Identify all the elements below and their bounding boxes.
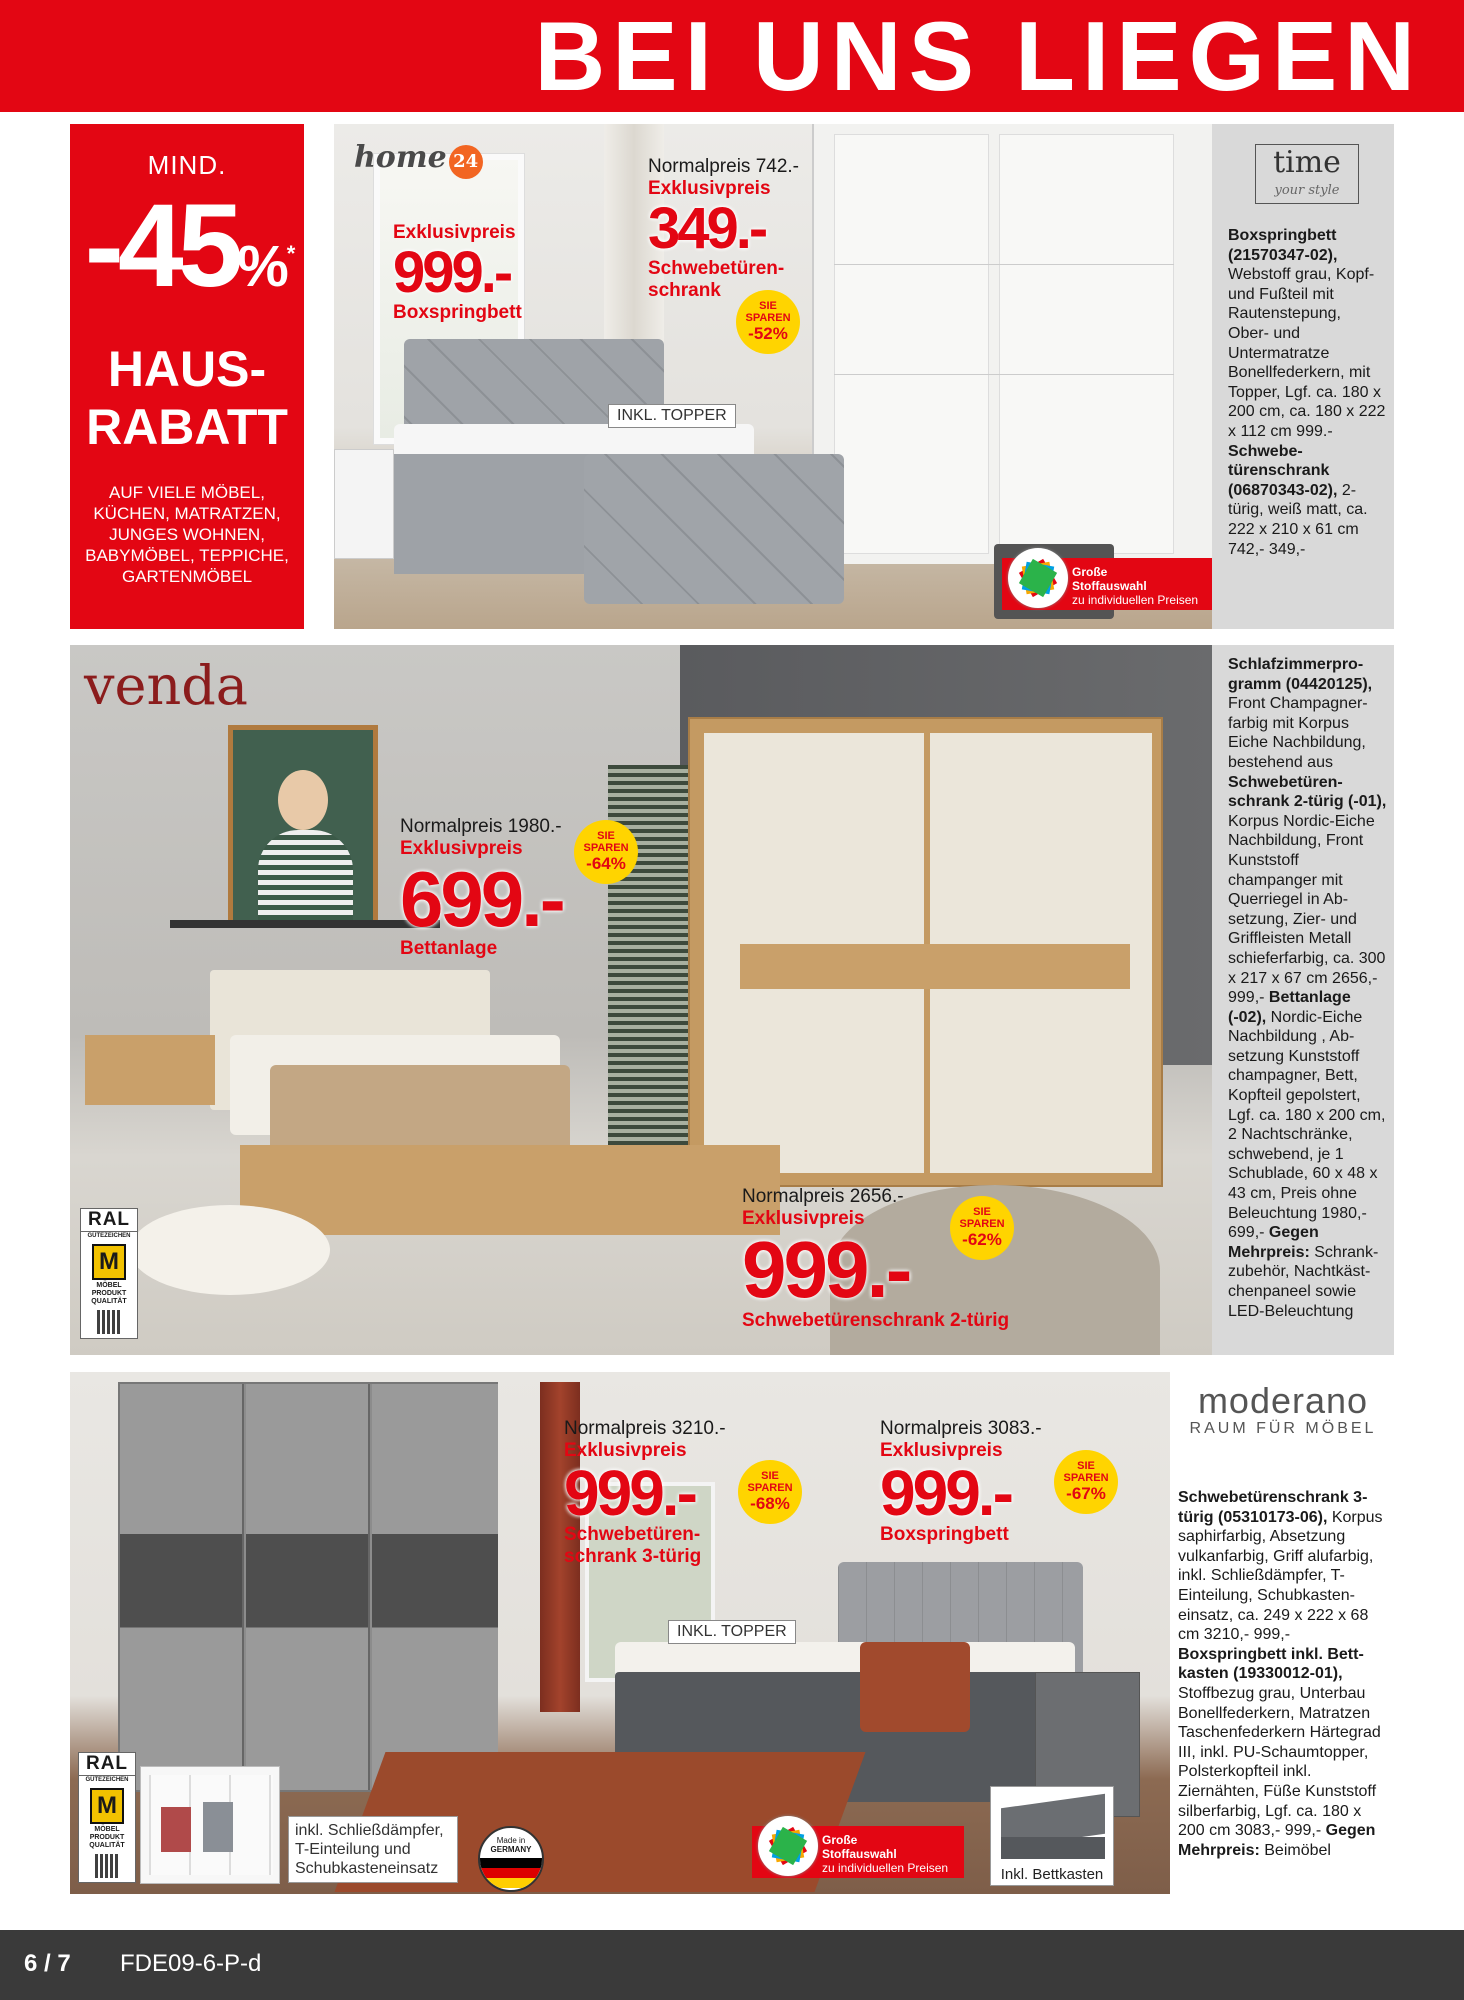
ral-small: GÜTEZEICHEN [87,1233,131,1239]
wardrobe-graphic [688,717,1163,1187]
wardrobe-price-block-3 [564,1418,726,1568]
promo-rabatt-line2: RABATT [86,399,288,455]
savings-percent: -68% [750,1494,790,1513]
ral-q3: QUALITÄT [89,1842,125,1849]
nightstand-graphic [334,449,394,559]
wardrobe-price-name-line2: schrank [648,280,721,301]
wardrobe-graphic [118,1382,498,1792]
wardrobe-price-value: 999.- [564,1457,695,1529]
promo-percent-sign: % [237,234,287,299]
venda-logo: venda [84,654,249,717]
exclusive-price-label: Exklusivpreis [400,838,523,859]
wardrobe-price-name-line2: schrank 3-türig [564,1546,702,1567]
fabric-choice-badge-1 [1002,558,1212,610]
desc-bold: Boxspringbett (21570347-02), [1228,227,1338,264]
savings-badge-3 [950,1196,1014,1260]
ral-text: RAL [81,1209,137,1232]
home24-logo [354,140,483,179]
savings-badge-2 [574,820,638,884]
catalog-code: FDE09-6-P-d [120,1950,262,1977]
savings-line1: SIE [973,1206,991,1218]
savings-badge-5 [1054,1450,1118,1514]
desc-bold: Gegen Mehrpreis: [1178,1822,1376,1859]
normal-price: Normalpreis 742.- [648,156,799,177]
bed-price-name: Bettanlage [400,938,498,959]
wall-art-graphic [228,725,378,925]
fabric-line2: Stoffauswahl [1072,579,1147,593]
ral-m-icon: M [92,1244,126,1280]
savings-percent: -67% [1066,1484,1106,1503]
bed-price-value: 699.- [400,855,563,943]
fabric-line2: Stoffauswahl [822,1847,897,1861]
fabric-fan-icon [758,1816,818,1876]
wardrobe-price-value: 999.- [742,1225,910,1314]
desc-text: Beimöbel [1259,1841,1331,1859]
promo-percent-value: -45 [84,180,238,312]
desc-paragraph [1178,1488,1388,1860]
savings-line2: SPAREN [745,312,791,324]
normal-price: Normalpreis 3210.- [564,1418,726,1439]
ral-q1: MÖBEL [96,1282,122,1289]
bed-price-name: Boxspringbett [393,302,522,323]
fabric-line3: zu individuellen Preisen [1072,593,1199,607]
desc-text: Korpus saphirfarbig, Absetzung vulkanfarbig, Griff alufarbig, inkl. Schließdämpfer, T-Einteilung, Schubkasteneinsatz, ca. 249 x 222 x 68 cm 3210,- 999,- [1178,1508,1383,1644]
bed-price-value: 999.- [393,240,511,305]
desc-text: Schrankzubehör, Nachtkästchenpaneel sowie LED-Beleuchtung [1228,1243,1379,1320]
header-bar [0,0,1464,112]
bedroom-photo-2 [70,645,1212,1355]
promo-subtext: AUF VIELE MÖBEL, KÜCHEN, MATRATZEN, JUNGES WOHNEN, BABYMÖBEL, TEPPICHE, GARTENMÖBEL [85,483,289,586]
ral-quality-seal-2 [78,1752,136,1883]
normal-price: Normalpreis 3083.- [880,1418,1042,1439]
exclusive-price-label: Exklusivpreis [648,178,771,199]
fabric-line1: Große [822,1833,858,1847]
fabric-fan-icon [1008,548,1068,608]
savings-line2: SPAREN [747,1482,793,1494]
savings-line1: SIE [597,830,615,842]
ral-small: GÜTEZEICHEN [85,1777,129,1783]
promo-mind: MIND. [147,150,227,180]
topper-tag-1: INKL. TOPPER [608,404,736,428]
product-info-column-3 [1170,1372,1394,1894]
bed-price-block-1 [393,222,522,324]
savings-line2: SPAREN [959,1218,1005,1230]
desc-bold: Schlafzimmerprogramm (04420125), [1228,656,1373,693]
germany-text: GERMANY [490,1845,532,1854]
desc-bold: Schwebetürenschrank 3-türig (05310173-06), [1178,1489,1368,1526]
ral-q1: MÖBEL [94,1826,120,1833]
normal-price: Normalpreis 1980.- [400,816,562,837]
savings-percent: -62% [962,1230,1002,1249]
fabric-choice-badge-2 [752,1826,964,1878]
wardrobe-price-name-line1: Schwebetüren- [648,258,785,279]
desc-bold: Gegen Mehrpreis: [1228,1224,1319,1261]
wardrobe-interior-thumbnail [140,1766,280,1884]
desc-paragraph [1228,655,1388,1321]
savings-line1: SIE [759,300,777,312]
qr-code-icon [95,1854,119,1878]
footer-bar [0,1930,1464,2000]
discount-promo-box [70,124,304,629]
desc-text: 2-türig, weiß matt, ca. 222 x 210 x 61 cm 742,- 349,- [1228,481,1368,558]
bettkasten-label: Inkl. Bettkasten [1000,1866,1104,1883]
savings-line1: SIE [761,1470,779,1482]
ral-quality-seal-1 [80,1208,138,1339]
ral-m-icon: M [90,1788,124,1824]
normal-price: Normalpreis 2656.- [742,1186,904,1207]
savings-percent: -52% [748,324,788,343]
page-headline: BEI UNS LIEGEN [534,1,1422,111]
desc-bold: Schwebetürenschrank (06870343-02), [1228,442,1338,499]
features-box [288,1816,458,1883]
exclusive-price-label: Exklusivpreis [880,1440,1003,1461]
savings-percent: -64% [586,854,626,873]
features-line2: T-Einteilung und [295,1841,411,1858]
ral-q3: QUALITÄT [91,1298,127,1305]
desc-bold: Boxspringbett inkl. Bettkasten (19330012-01), [1178,1645,1364,1683]
features-line1: inkl. Schließdämpfer, [295,1822,444,1839]
savings-badge-1 [736,290,800,354]
product-info-column-2 [1212,645,1394,1355]
savings-badge-4 [738,1460,802,1524]
bettkasten-thumbnail [990,1786,1114,1886]
made-in-germany-badge [478,1826,544,1892]
wardrobe-price-name: Schwebetürenschrank 2-türig [742,1310,1010,1331]
made-in-text: Made in [496,1836,526,1845]
moderano-logo-text: moderano [1197,1380,1369,1421]
page-number: 6 / 7 [24,1950,71,1977]
product-info-column-1 [1212,124,1394,629]
desc-text: Webstoff grau, Kopf- und Fußteil mit Rautenstepung, Ober- und Untermatratze Bonellfederkern, mit Topper, Lgf. ca. 180 x 200 cm, ca. 180 x 222 x 112 cm 999.- [1228,266,1386,440]
desc-text: Front Champagnerfarbig mit Korpus Eiche Nachbildung, bestehend aus [1228,695,1368,771]
desc-text: Nordic-Eiche Nachbildung , Absetzung Kunststoff champagner, Bett, Kopfteil gepolstert, Lgf. ca. 180 x 200 cm, 2 Nachtschränke, schwebend, je 1 Schublade, 60 x 48 x 43 cm, Preis ohne Beleuchtung 1980,- 699,- [1228,1008,1386,1242]
desc-bold: Bettanlage (-02), [1228,989,1351,1026]
ral-q2: PRODUKT [89,1834,125,1841]
time-logo-text: time [1273,145,1341,180]
wardrobe-price-block-1 [648,156,799,302]
wardrobe-graphic [812,124,1212,564]
home24-logo-badge: 24 [449,145,483,179]
bed-price-block-2 [400,816,563,960]
promo-percent [70,180,304,327]
savings-line2: SPAREN [1063,1472,1109,1484]
topper-tag-2: INKL. TOPPER [668,1620,796,1644]
exclusive-price-label: Exklusivpreis [742,1208,865,1229]
time-logo [1255,144,1359,204]
exclusive-price-label: Exklusivpreis [393,222,516,243]
desc-bold: Schwebetürenschrank 2-türig (-01), [1228,773,1387,811]
bed-price-value: 999.- [880,1457,1011,1529]
promo-rabatt-line1: HAUS- [107,341,267,397]
bed-price-name: Boxspringbett [880,1524,1009,1545]
moderano-logo-sub: RAUM FÜR MÖBEL [1189,1420,1377,1437]
time-logo-sub: your style [1274,183,1340,198]
fabric-line3: zu individuellen Preisen [822,1861,949,1875]
features-line3: Schubkasteneinsatz [295,1860,439,1877]
qr-code-icon [97,1310,121,1334]
wardrobe-price-value: 349.- [648,196,766,261]
wardrobe-price-name-line1: Schwebetüren- [564,1524,701,1545]
desc-text: Korpus Nordic-Eiche Nachbildung, Front Kunststoff champanger mit Querriegel in Absetzung, Zier- und Griffleisten Metall schieferfarbig, ca. 300 x 217 x 67 cm 2656,- 999,- [1228,812,1386,1007]
promo-rabatt [70,340,304,456]
exclusive-price-label: Exklusivpreis [564,1440,687,1461]
fabric-line1: Große [1072,565,1108,579]
promo-asterisk: * [286,241,290,266]
savings-line2: SPAREN [583,842,629,854]
ral-text: RAL [79,1753,135,1776]
home24-logo-text: home [354,140,447,175]
desc-text: Stoffbezug grau, Unterbau Bonellfederkern, Matratzen Taschenfederkern Härtegrad III, inkl. PU-Schaumtopper, Polsterkopfteil inkl. Ziernähten, Füße Kunststoff silberfarbig, Lgf. ca. 180 x 200 cm 3083,- 999,- [1178,1684,1381,1840]
ral-q2: PRODUKT [91,1290,127,1297]
savings-line1: SIE [1077,1460,1095,1472]
bed-price-block-3 [880,1418,1042,1546]
desc-paragraph [1228,226,1386,559]
